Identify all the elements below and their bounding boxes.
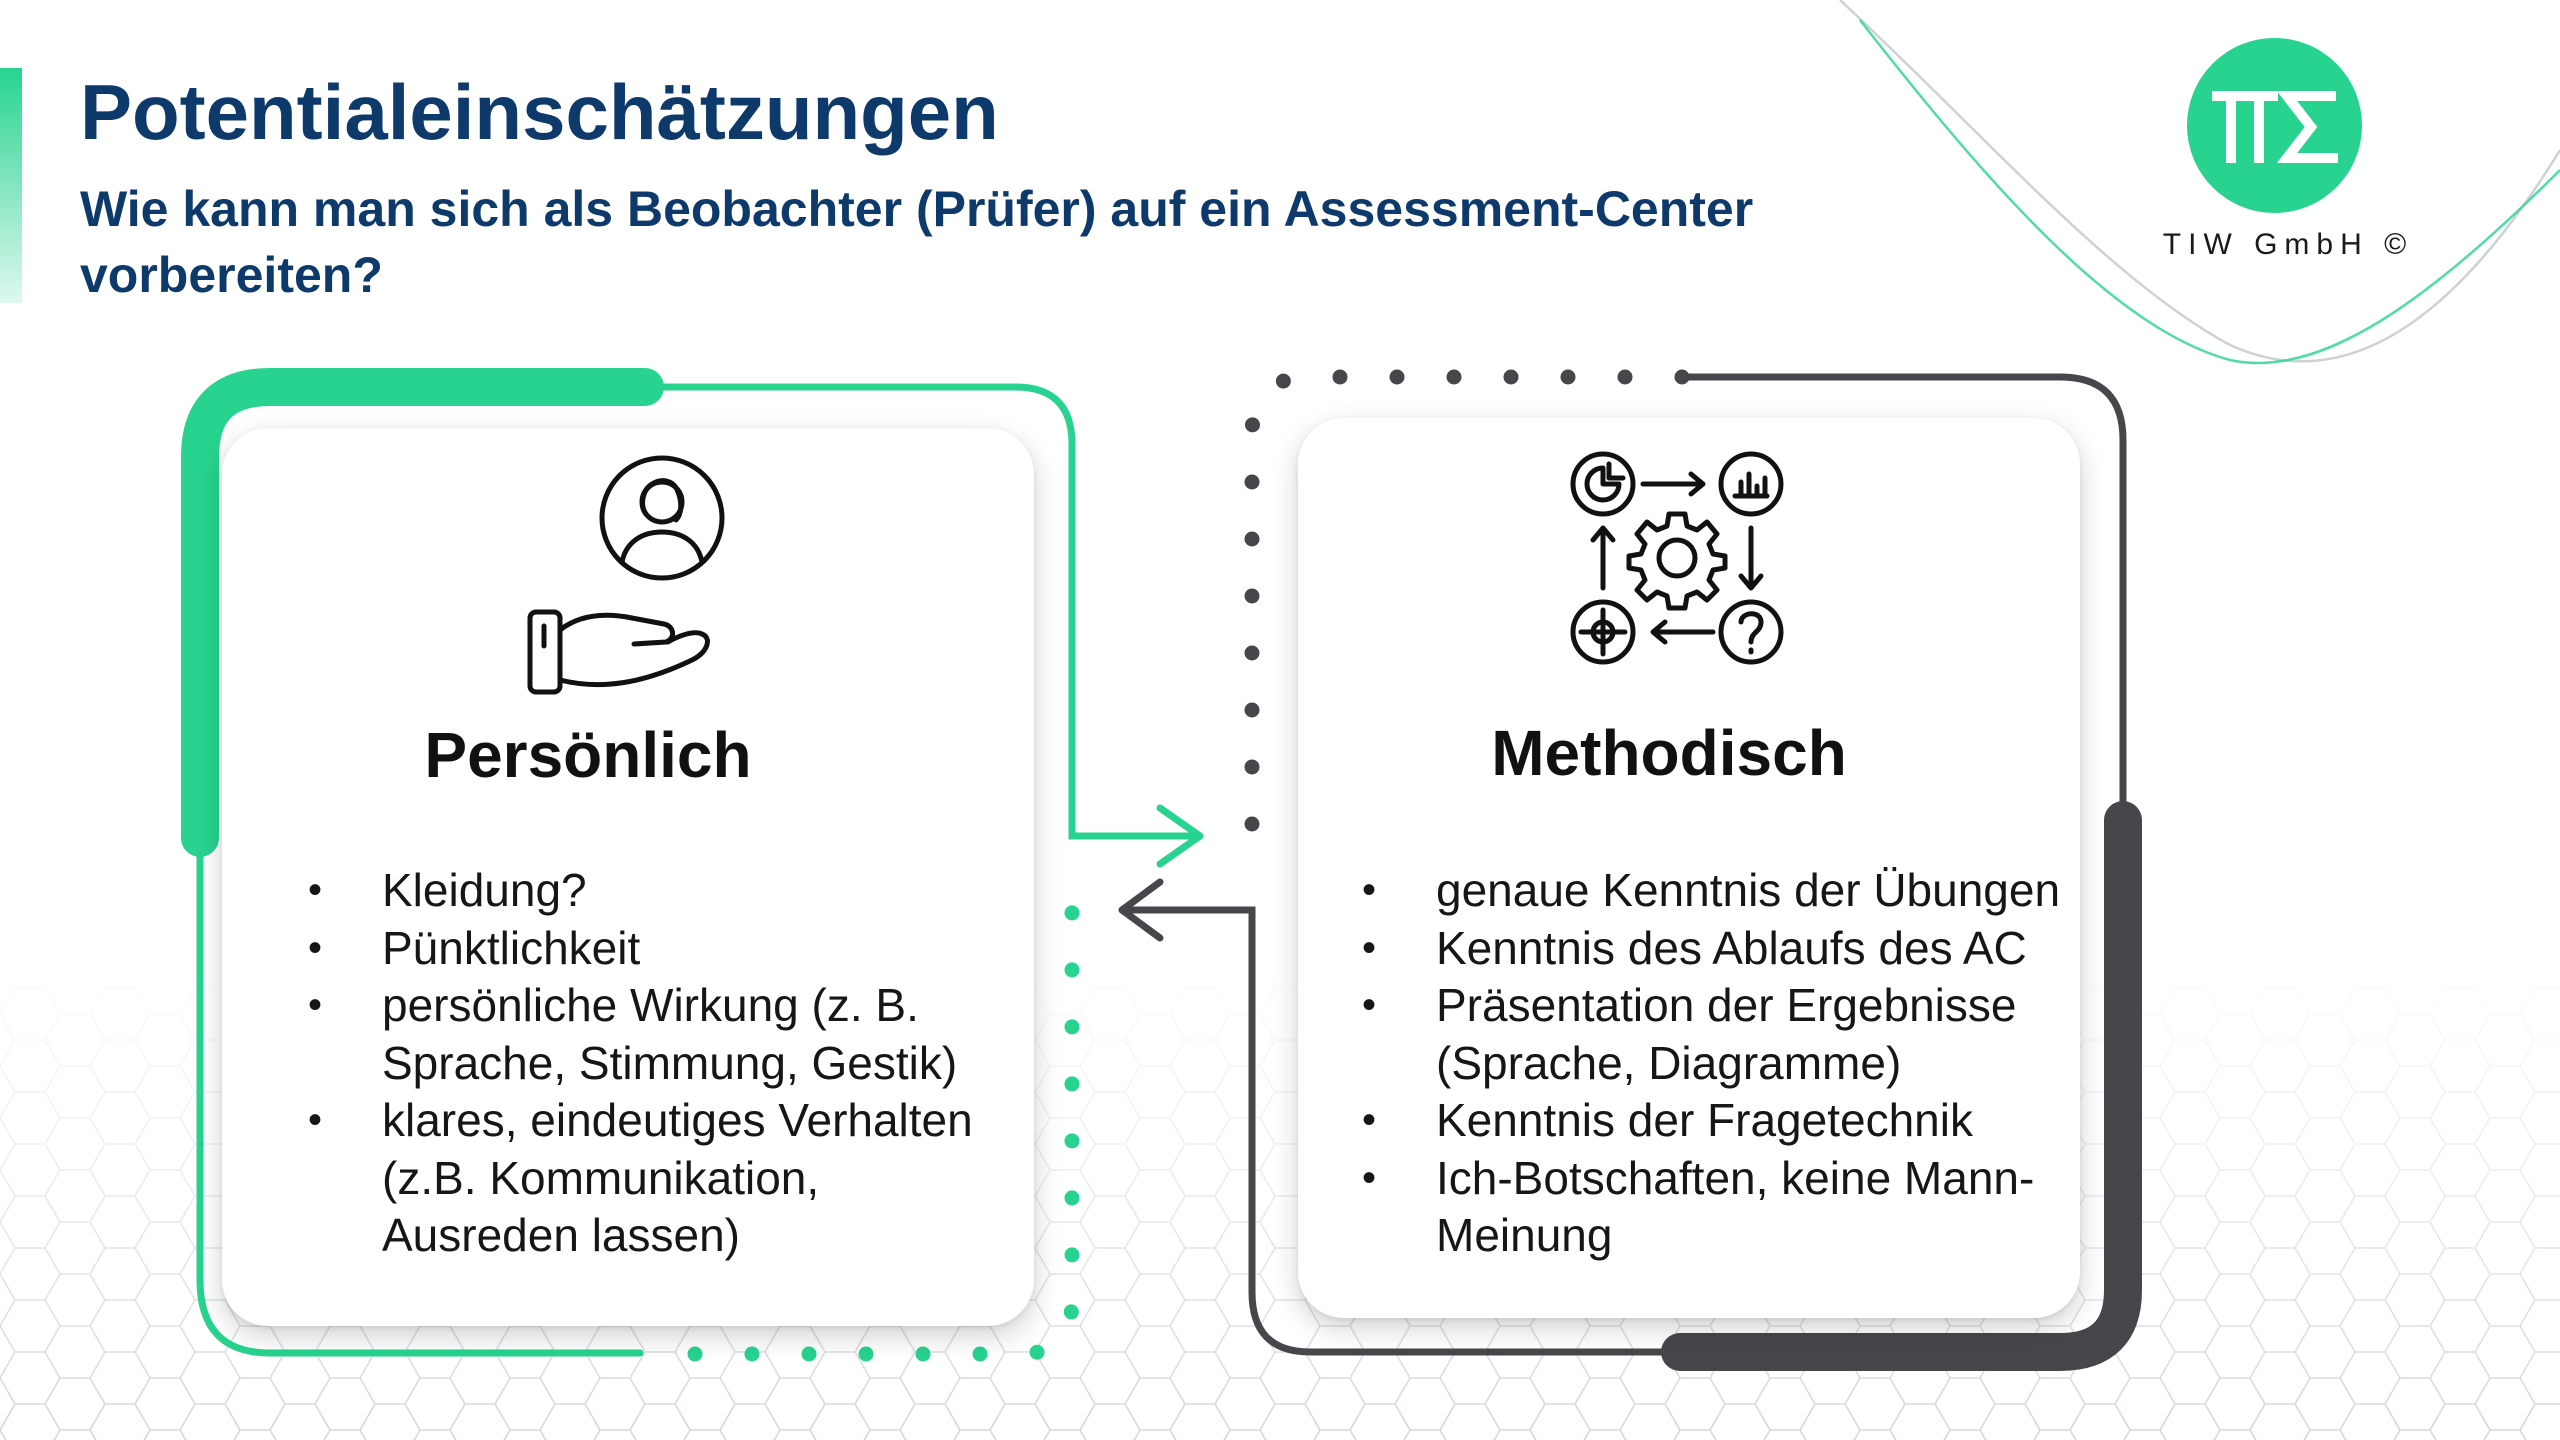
list-item: • Pünktlichkeit — [278, 920, 1018, 978]
list-item: • Präsentation der Ergebnisse (Sprache, Diagramme) — [1362, 979, 2017, 1089]
list-item: • Kenntnis des Ablaufs des AC — [1332, 920, 2072, 978]
logo-company-name: TIW GmbH © — [2162, 228, 2414, 261]
page-subtitle: Wie kann man sich als Beobachter (Prüfer) auf ein Assessment-Center vorbereiten? — [80, 181, 1754, 303]
bullet-icon: • — [308, 868, 323, 912]
page-title: Potentialeinschätzungen — [80, 68, 999, 156]
list-item: • persönliche Wirkung (z. B. Sprache, Stimmung, Gestik) — [308, 979, 958, 1089]
methodical-card-title: Methodisch — [1491, 717, 1847, 789]
list-item: • genaue Kenntnis der Übungen — [1332, 862, 2072, 920]
bullet-icon: • — [308, 1098, 323, 1142]
list-item: • Kleidung? — [278, 862, 1018, 920]
bullet-icon: • — [1362, 1098, 1377, 1142]
company-logo — [2138, 38, 2438, 268]
person-on-hand-icon — [522, 454, 767, 699]
list-item: • Kenntnis der Fragetechnik — [1332, 1092, 2072, 1150]
bullet-icon: • — [1362, 868, 1377, 912]
list-item: • klares, eindeutiges Verhalten (z.B. Kommunikation, Ausreden lassen) — [308, 1094, 973, 1261]
bullet-icon: • — [1362, 1155, 1377, 1200]
methodical-card — [1298, 418, 2080, 1318]
bullet-icon: • — [1362, 983, 1377, 1027]
personal-list — [278, 862, 1018, 1265]
bullet-icon: • — [1362, 925, 1377, 970]
personal-card — [222, 428, 1034, 1326]
list-item: • Ich-Botschaften, keine Mann-Meinung — [1362, 1151, 2035, 1261]
title-accent-bar — [0, 68, 22, 303]
bullet-icon: • — [308, 925, 323, 970]
pi-sigma-logo-icon — [2187, 38, 2362, 213]
personal-card-title: Persönlich — [424, 719, 752, 791]
methodical-list — [1332, 862, 2072, 1265]
bullet-icon: • — [308, 983, 323, 1027]
method-cycle-gear-icon — [1563, 444, 1808, 689]
